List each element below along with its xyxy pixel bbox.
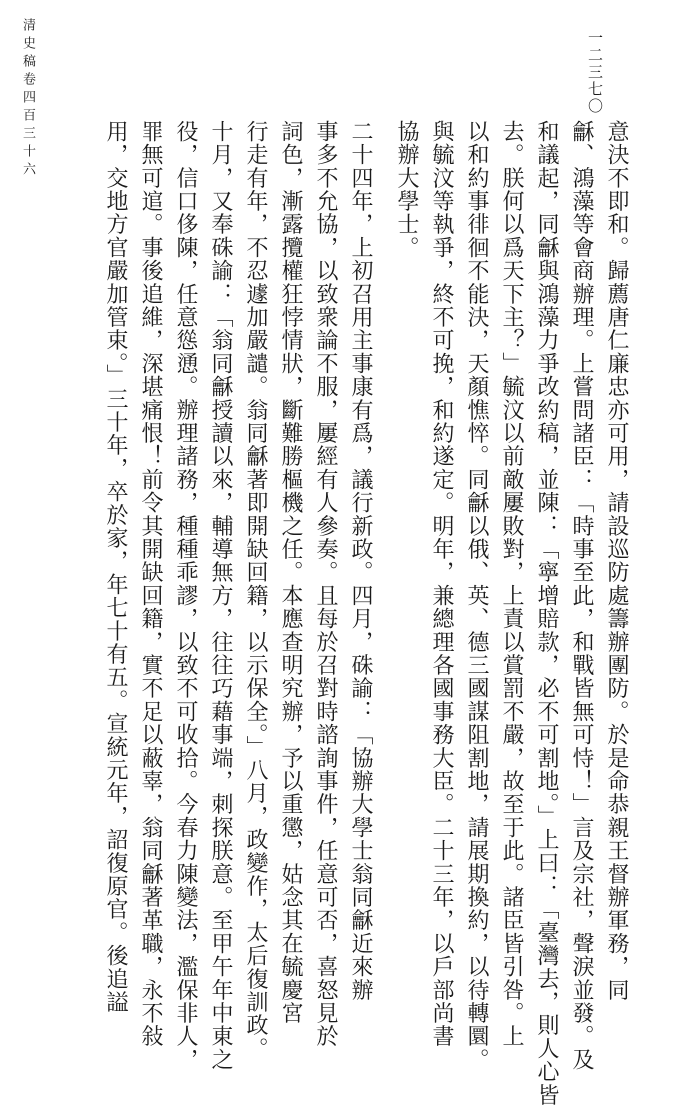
text-column-11: 行走有年，不忍遽加嚴譴。翁同龢著即開缺回籍，以示保全。」八月，政變作，太后復訓政。 — [243, 120, 268, 1061]
text-column-10: 詞色，漸露攬權狂悖情狀，斷難勝樞機之任。本應查明究辦，予以重懲，姑念其在毓慶宮 — [278, 120, 303, 1025]
text-column-13: 役，信口侈陳，任意慫慂。辦理諸務，種種乖謬，以致不可收拾。今春力陳變法，濫保非人， — [173, 120, 198, 1072]
text-column-2: 龢、鴻藻等會商辦理。上嘗問諸臣：「時事至此，和戰皆無可恃！」言及宗社，聲淚並發。及 — [569, 120, 594, 1072]
text-column-1-tail: 同 — [604, 978, 629, 1002]
text-column-1 — [600, 120, 632, 1002]
running-header: 清史稿卷四百三十六 — [20, 18, 35, 180]
text-column-6: 與毓汶等執爭，終不可挽，和約遂定。明年，兼總理各國事務大臣。二十三年，以戶部尚書 — [429, 120, 454, 1048]
text-column-3: 和議起，同龢與鴻藻力爭改約稿，並陳：「寧增賠款，必不可割地。」上曰：「臺灣去，則人心皆 — [534, 120, 559, 1107]
text-column-14: 罪無可逭。事後追維，深堪痛恨！前令其開缺回籍，實不足以蔽辜，翁同龢著革職，永不敍 — [138, 120, 163, 1048]
text-column-5: 以和約事徘徊不能決，天顏憔悴。同龢以俄、英、德三國謀阻割地，請展期換約，以待轉圜。 — [464, 120, 489, 1072]
text-column-8: 二十四年，上初召用主事康有爲，議行新政。四月，硃諭：「協辦大學士翁同龢近來辦 — [348, 120, 373, 1002]
page-number: 一二三七〇 — [586, 30, 604, 115]
text-column-4: 去。朕何以爲天下主？」毓汶以前敵屢敗對，上責以賞罰不嚴，故至于此。諸臣皆引咎。上 — [499, 120, 524, 1048]
text-column-1-prefix: 意決不即和。歸薦唐仁廉忠亦可用，請設巡防處籌辦團防。於是命恭親王督辦軍務， — [604, 120, 629, 979]
text-column-7: 協辦大學士。 — [394, 120, 419, 260]
text-column-15: 用，交地方官嚴加管束。」三十年，卒於家，年七十有五。宣統元年，詔復原官。後追謚 — [103, 120, 128, 1014]
text-column-12: 十月，又奉硃諭：「翁同龢授讀以來，輔導無方，往往巧藉事端，刺探朕意。至甲午年中東之 — [208, 120, 233, 1072]
text-column-9: 事多不允協，以致衆論不服，屢經有人參奏。且每於召對時諮詢事件，任意可否，喜怒見於 — [313, 120, 338, 1048]
